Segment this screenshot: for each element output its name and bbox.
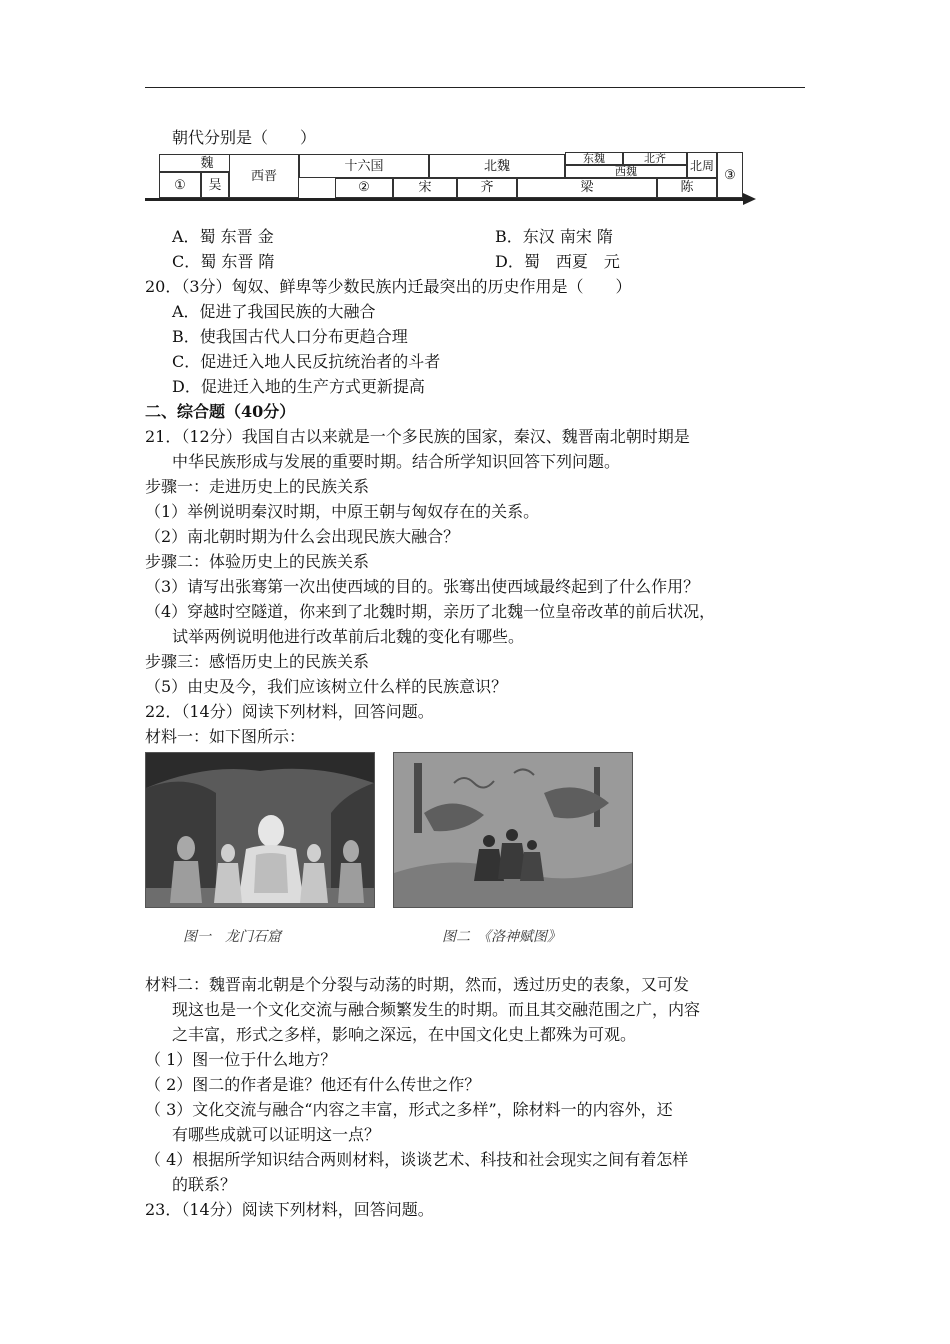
q20-option-d: D．促进迁入地的生产方式更新提高 (172, 377, 425, 396)
q22-part-3b: 有哪些成就可以证明这一点？ (172, 1125, 381, 1144)
q22-part-4a: （ 4）根据所学知识结合两则材料，谈谈艺术、科技和社会现实之间有着怎样 (145, 1150, 689, 1169)
longmen-grottoes-image (145, 752, 375, 908)
q21-step-3: 步骤三：感悟历史上的民族关系 (145, 652, 370, 671)
tl-dongwei: 东魏 (565, 152, 623, 165)
q21-stem-2: 中华民族形成与发展的重要时期。结合所学知识回答下列问题。 (172, 452, 621, 471)
q19-option-b: B．东汉 南宋 隋 (495, 227, 613, 246)
q22-part-2: （ 2）图二的作者是谁？他还有什么传世之作？ (145, 1075, 481, 1094)
tl-beizhou: 北周 (687, 152, 717, 178)
q22-material-1: 材料一：如下图所示： (145, 727, 306, 746)
tl-blank-1: ① (159, 172, 201, 198)
q22-part-4b: 的联系？ (172, 1175, 237, 1194)
section-heading: 二、综合题（40分） (145, 402, 296, 421)
q20-stem: 20．（3分）匈奴、鲜卑等少数民族内迁最突出的历史作用是（ ） (145, 277, 632, 296)
q21-part-2: （2）南北朝时期为什么会出现民族大融合？ (145, 527, 460, 546)
tl-liang: 梁 (517, 178, 657, 198)
figure-1-caption: 图一 龙门石窟 (183, 929, 281, 945)
q22-material-2c: 之丰富，形式之多样，影响之深远，在中国文化史上都殊为可观。 (172, 1025, 637, 1044)
tl-beiwei: 北魏 (429, 154, 565, 178)
q21-part-3: （3）请写出张骞第一次出使西域的目的。张骞出使西域最终起到了什么作用？ (145, 577, 700, 596)
luoshen-fu-painting-image (393, 752, 633, 908)
q21-step-1: 步骤一：走进历史上的民族关系 (145, 477, 370, 496)
q21-part-4b: 试举两例说明他进行改革前后北魏的变化有哪些。 (172, 627, 525, 646)
tl-arrow-icon (743, 193, 756, 205)
tl-chen: 陈 (657, 178, 717, 198)
q22-part-3a: （ 3）文化交流与融合“内容之丰富，形式之多样”，除材料一的内容外，还 (145, 1100, 673, 1119)
q22-material-2a: 材料二：魏晋南北朝是个分裂与动荡的时期，然而，透过历史的表象，又可发 (145, 975, 690, 994)
q20-option-a: A．促进了我国民族的大融合 (172, 302, 376, 321)
tl-wu: 吴 (201, 172, 229, 198)
tl-xijin: 西晋 (229, 154, 299, 198)
tl-xiwei: 西魏 (565, 165, 687, 178)
q22-material-2b: 现这也是一个文化交流与融合频繁发生的时期。而且其交融范围之广，内容 (172, 1000, 701, 1019)
tl-song: 宋 (393, 178, 457, 198)
q20-option-c: C．促进迁入地人民反抗统治者的斗者 (172, 352, 441, 371)
tl-blank-2: ② (335, 178, 393, 198)
tl-beiqi: 北齐 (623, 152, 687, 165)
header-rule (145, 87, 805, 88)
tl-wei: 魏 (159, 154, 255, 172)
tl-axis (145, 198, 745, 201)
dynasty-timeline (145, 150, 757, 206)
q21-stem-1: 21．（12分）我国自古以来就是一个多民族的国家，秦汉、魏晋南北朝时期是 (145, 427, 690, 446)
q20-option-b: B．使我国古代人口分布更趋合理 (172, 327, 408, 346)
q19-option-d: D．蜀 西夏 元 (495, 252, 620, 271)
q19-stem-tail: 朝代分别是（ ） (172, 128, 317, 147)
tl-qi: 齐 (457, 178, 517, 198)
q23-stem: 23．（14分）阅读下列材料，回答问题。 (145, 1200, 434, 1219)
q21-step-2: 步骤二：体验历史上的民族关系 (145, 552, 370, 571)
q22-part-1: （ 1）图一位于什么地方？ (145, 1050, 337, 1069)
q21-part-5: （5）由史及今，我们应该树立什么样的民族意识？ (145, 677, 508, 696)
tl-shiliuguo: 十六国 (299, 154, 429, 178)
figure-2-caption: 图二 《洛神赋图》 (442, 929, 561, 945)
q19-option-c: C．蜀 东晋 隋 (172, 252, 275, 271)
q19-option-a: A．蜀 东晋 金 (172, 227, 274, 246)
q22-stem: 22．（14分）阅读下列材料，回答问题。 (145, 702, 434, 721)
q21-part-4a: （4）穿越时空隧道，你来到了北魏时期，亲历了北魏一位皇帝改革的前后状况， (145, 602, 716, 621)
tl-blank-3: ③ (717, 152, 743, 198)
q21-part-1: （1）举例说明秦汉时期，中原王朝与匈奴存在的关系。 (145, 502, 540, 521)
